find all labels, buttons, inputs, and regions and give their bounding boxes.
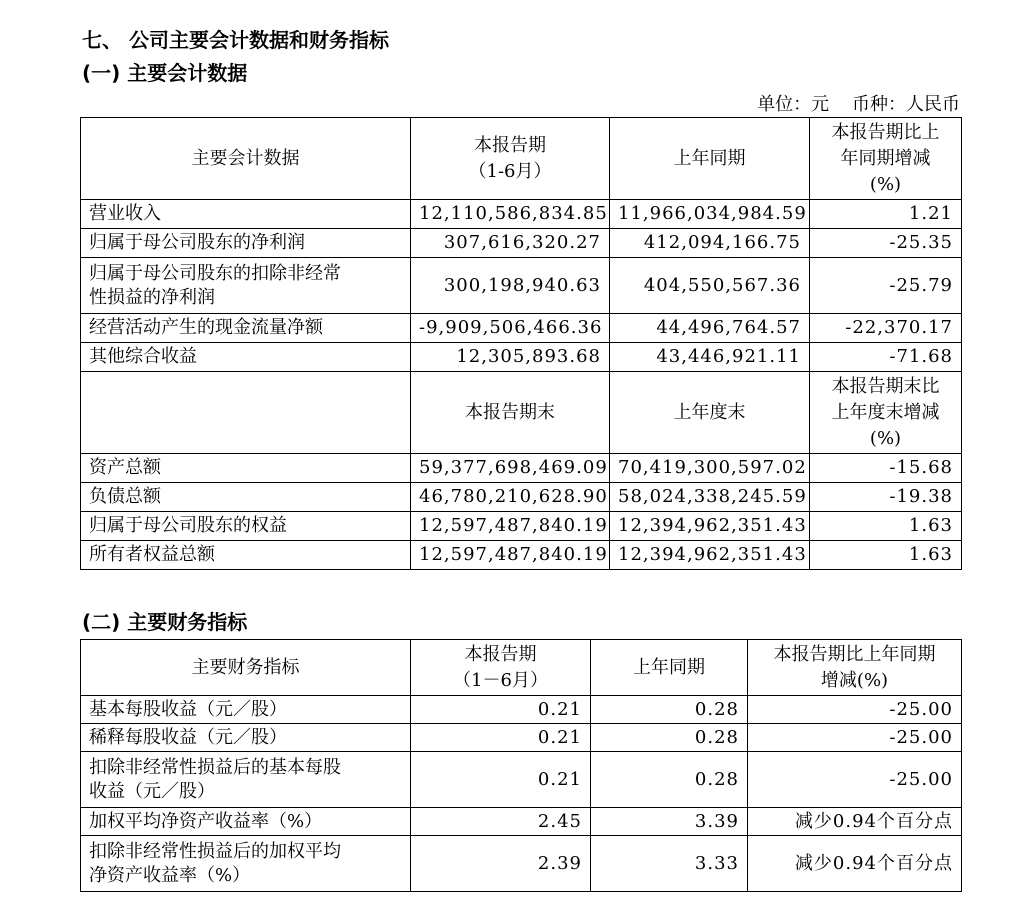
value-current: 307,616,320.27 xyxy=(411,229,610,258)
accounting-data-table xyxy=(80,117,962,570)
row-label-line: 性损益的净利润 xyxy=(89,286,215,308)
header-label: (%) xyxy=(869,173,902,195)
table-row xyxy=(81,258,962,314)
value-prior: 12,394,962,351.43 xyxy=(610,512,810,541)
row-label-line: 收益（元／股） xyxy=(89,780,215,802)
header-cell xyxy=(81,640,411,696)
table-row xyxy=(81,343,962,372)
header-label: 上年度末 xyxy=(673,401,746,423)
table-row xyxy=(81,724,962,752)
value-current: 12,597,487,840.19 xyxy=(411,512,610,541)
table-row xyxy=(81,483,962,512)
header-label: 本报告期 xyxy=(464,643,537,665)
row-label-line: 扣除非经常性损益后的加权平均 xyxy=(89,840,341,862)
row-label: 加权平均净资产收益率（%） xyxy=(81,808,411,836)
value-current: 59,377,698,469.09 xyxy=(411,454,610,483)
value-change: -25.35 xyxy=(810,229,962,258)
value-prior: 0.28 xyxy=(591,752,748,808)
row-label xyxy=(81,258,411,314)
table-row xyxy=(81,808,962,836)
value-change: 1.63 xyxy=(810,512,962,541)
value-prior: 412,094,166.75 xyxy=(610,229,810,258)
row-label: 所有者权益总额 xyxy=(81,541,411,570)
header-label: 本报告期末 xyxy=(465,401,555,423)
value-prior: 0.28 xyxy=(591,696,748,724)
value-current: 300,198,940.63 xyxy=(411,258,610,314)
value-prior: 58,024,338,245.59 xyxy=(610,483,810,512)
value-change: 减少0.94个百分点 xyxy=(748,808,962,836)
value-current: 2.39 xyxy=(411,836,591,892)
table-row xyxy=(81,229,962,258)
header-label: 增减(%) xyxy=(820,669,889,691)
table-header-row xyxy=(81,640,962,696)
table-subheader-row xyxy=(81,372,962,454)
row-label-line: 净资产收益率（%） xyxy=(89,864,251,886)
value-change: -25.00 xyxy=(748,724,962,752)
header-cell xyxy=(810,118,962,200)
table-row xyxy=(81,454,962,483)
row-label xyxy=(81,836,411,892)
header-cell xyxy=(411,372,610,454)
table-row xyxy=(81,512,962,541)
value-prior: 70,419,300,597.02 xyxy=(610,454,810,483)
table-row xyxy=(81,314,962,343)
value-change: -19.38 xyxy=(810,483,962,512)
header-label: 上年同期 xyxy=(633,656,705,678)
value-prior: 43,446,921.11 xyxy=(610,343,810,372)
value-prior: 3.39 xyxy=(591,808,748,836)
table-header-row xyxy=(81,118,962,200)
table-row xyxy=(81,836,962,892)
row-label: 资产总额 xyxy=(81,454,411,483)
row-label: 稀释每股收益（元／股） xyxy=(81,724,411,752)
value-prior: 12,394,962,351.43 xyxy=(610,541,810,570)
value-current: 0.21 xyxy=(411,724,591,752)
value-prior: 44,496,764.57 xyxy=(610,314,810,343)
value-change: -71.68 xyxy=(810,343,962,372)
row-label: 归属于母公司股东的权益 xyxy=(81,512,411,541)
header-label: 年同期增减 xyxy=(840,147,931,169)
row-label xyxy=(81,752,411,808)
value-change: 1.21 xyxy=(810,200,962,229)
row-label: 归属于母公司股东的净利润 xyxy=(81,229,411,258)
value-prior: 0.28 xyxy=(591,724,748,752)
value-prior: 404,550,567.36 xyxy=(610,258,810,314)
header-cell xyxy=(810,372,962,454)
value-current: 0.21 xyxy=(411,696,591,724)
header-label: 本报告期比上年同期 xyxy=(773,643,936,665)
row-label: 负债总额 xyxy=(81,483,411,512)
unit-note: 单位：元 币种：人民币 xyxy=(757,94,960,115)
value-change: 1.63 xyxy=(810,541,962,570)
value-change: -25.00 xyxy=(748,752,962,808)
header-label: 主要会计数据 xyxy=(191,147,300,169)
value-current: 12,597,487,840.19 xyxy=(411,541,610,570)
row-label-line: 扣除非经常性损益后的基本每股 xyxy=(89,756,341,778)
header-cell xyxy=(81,118,411,200)
value-change: -22,370.17 xyxy=(810,314,962,343)
table-row xyxy=(81,696,962,724)
header-cell xyxy=(591,640,748,696)
header-cell xyxy=(610,118,810,200)
header-cell xyxy=(610,372,810,454)
value-prior: 3.33 xyxy=(591,836,748,892)
value-current: 2.45 xyxy=(411,808,591,836)
empty-cell xyxy=(81,372,411,454)
header-label: 上年同期 xyxy=(673,147,746,169)
value-current: 12,305,893.68 xyxy=(411,343,610,372)
header-label: （1－6月） xyxy=(453,669,548,691)
header-label: 本报告期 xyxy=(474,134,546,156)
row-label: 营业收入 xyxy=(81,200,411,229)
value-current: -9,909,506,466.36 xyxy=(411,314,610,343)
section-title: 七、 公司主要会计数据和财务指标 xyxy=(82,28,389,52)
header-cell xyxy=(411,118,610,200)
row-label-line: 归属于母公司股东的扣除非经常 xyxy=(89,262,341,284)
header-label: （1-6月） xyxy=(468,160,552,182)
financial-indicators-table xyxy=(80,639,962,892)
value-current: 0.21 xyxy=(411,752,591,808)
header-label: (%) xyxy=(869,427,902,449)
header-cell xyxy=(748,640,962,696)
value-change: -15.68 xyxy=(810,454,962,483)
value-change: -25.00 xyxy=(748,696,962,724)
value-change: -25.79 xyxy=(810,258,962,314)
value-current: 12,110,586,834.85 xyxy=(411,200,610,229)
table-row xyxy=(81,541,962,570)
table-row xyxy=(81,200,962,229)
value-prior: 11,966,034,984.59 xyxy=(610,200,810,229)
subsection-title-accounting-data: (一) 主要会计数据 xyxy=(82,61,248,85)
header-label: 本报告期比上 xyxy=(831,121,940,143)
row-label: 基本每股收益（元／股） xyxy=(81,696,411,724)
value-change: 减少0.94个百分点 xyxy=(748,836,962,892)
row-label: 经营活动产生的现金流量净额 xyxy=(81,314,411,343)
subsection-title-financial-indicators: (二) 主要财务指标 xyxy=(82,610,248,634)
header-cell xyxy=(411,640,591,696)
header-label: 主要财务指标 xyxy=(191,656,300,678)
value-current: 46,780,210,628.90 xyxy=(411,483,610,512)
row-label: 其他综合收益 xyxy=(81,343,411,372)
table-row xyxy=(81,752,962,808)
header-label: 上年度末增减 xyxy=(831,401,940,423)
header-label: 本报告期末比 xyxy=(831,375,940,397)
